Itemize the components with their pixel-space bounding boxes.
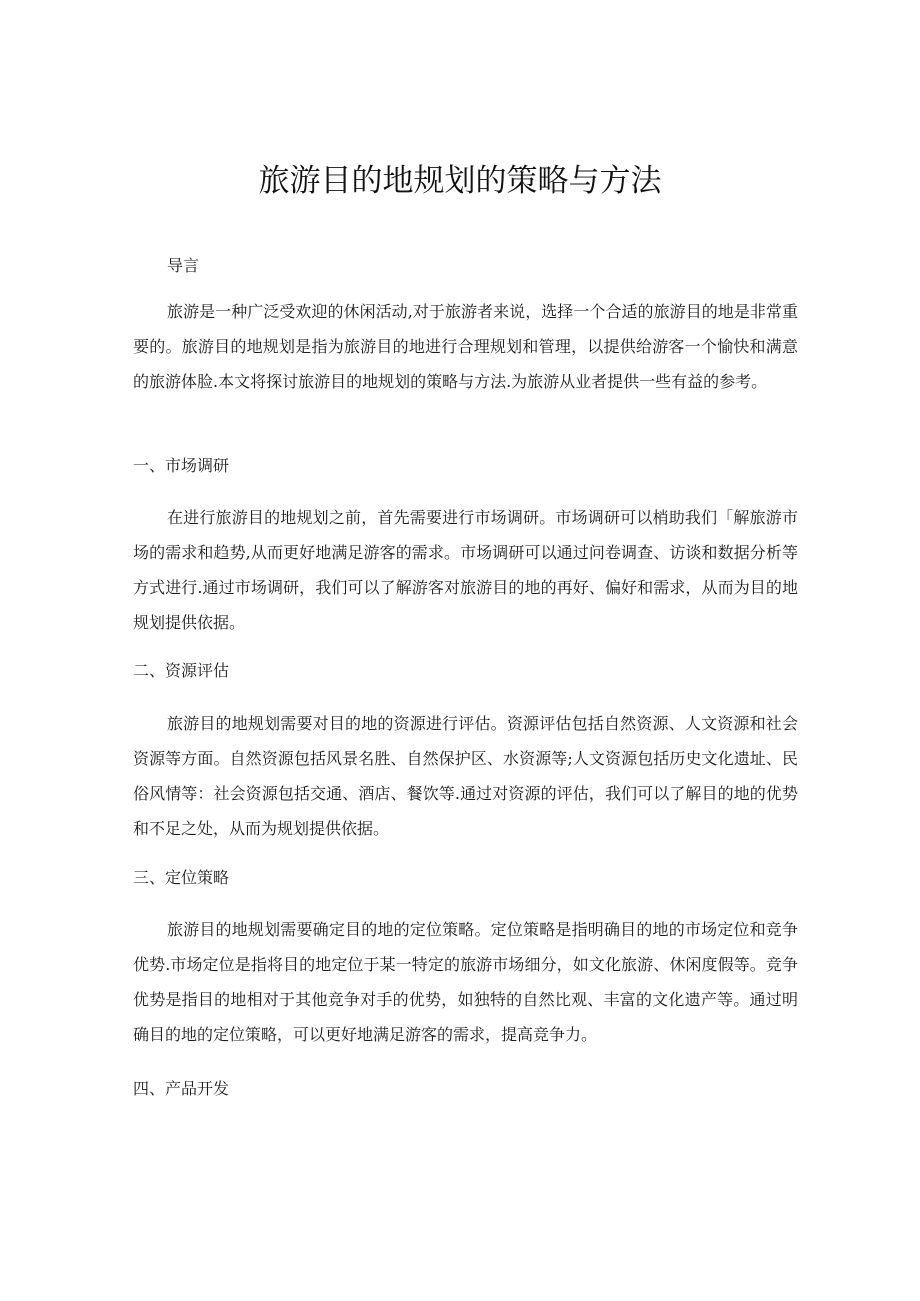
section-paragraph-market-research: 在进行旅游目的地规划之前，首先需要进行市场调研。市场调研可以梢助我们「解旅游市场的需求和趋势,从而更好地满足游客的需求。市场调研可以通过问卷调查、访谈和数据分析等方式进行.通过市场调研，我们可以了解游客对旅游目的地的再好、偏好和需求，从而为目的地规划提供依据。 [133, 508, 798, 632]
section-heading-market-research: 一、市场调研 [133, 456, 230, 475]
section-paragraph-positioning-strategy: 旅游目的地规划需要确定目的地的定位策略。定位策略是指明确目的地的市场定位和竞争优势.市场定位是指将目的地定位于某一特定的旅游市场细分，如文化旅游、休闲度假等。竞争优势是指目的地相对于其他竞争对手的优势，如独特的自然比观、丰富的文化遗产等。通过明确目的地的定位策略，可以更好地满足游客的需求，提高竞争力。 [133, 920, 798, 1044]
section-paragraph-resource-assessment: 旅游目的地规划需要对目的地的资源进行评估。资源评估包括自然资源、人文资源和社会资源等方面。自然资源包括风景名胜、自然保护区、水资源等;人文资源包括历史文化遗址、民俗风情等：社会资源包括交通、酒店、餐饮等.通过对资源的评估，我们可以了解目的地的优势和不足之处，从而为规划提供依据。 [133, 714, 798, 838]
section-heading-positioning-strategy: 三、定位策略 [133, 868, 230, 887]
section-heading-product-development: 四、产品开发 [133, 1079, 230, 1098]
intro-heading: 导言 [167, 256, 200, 275]
intro-paragraph: 旅游是一种广泛受欢迎的休闲活动,对于旅游者来说，选择一个合适的旅游目的地是非常重要的。旅游目的地规划是指为旅游目的地进行合理规划和管理，以提供给游客一个愉快和满意的旅游体脸.本文将探讨旅游目的地规划的策略与方法.为旅游从业者提供一些有益的参考。 [133, 302, 798, 391]
document-title: 旅游目的地规划的策略与方法 [258, 163, 662, 199]
section-heading-resource-assessment: 二、资源评估 [133, 661, 230, 680]
